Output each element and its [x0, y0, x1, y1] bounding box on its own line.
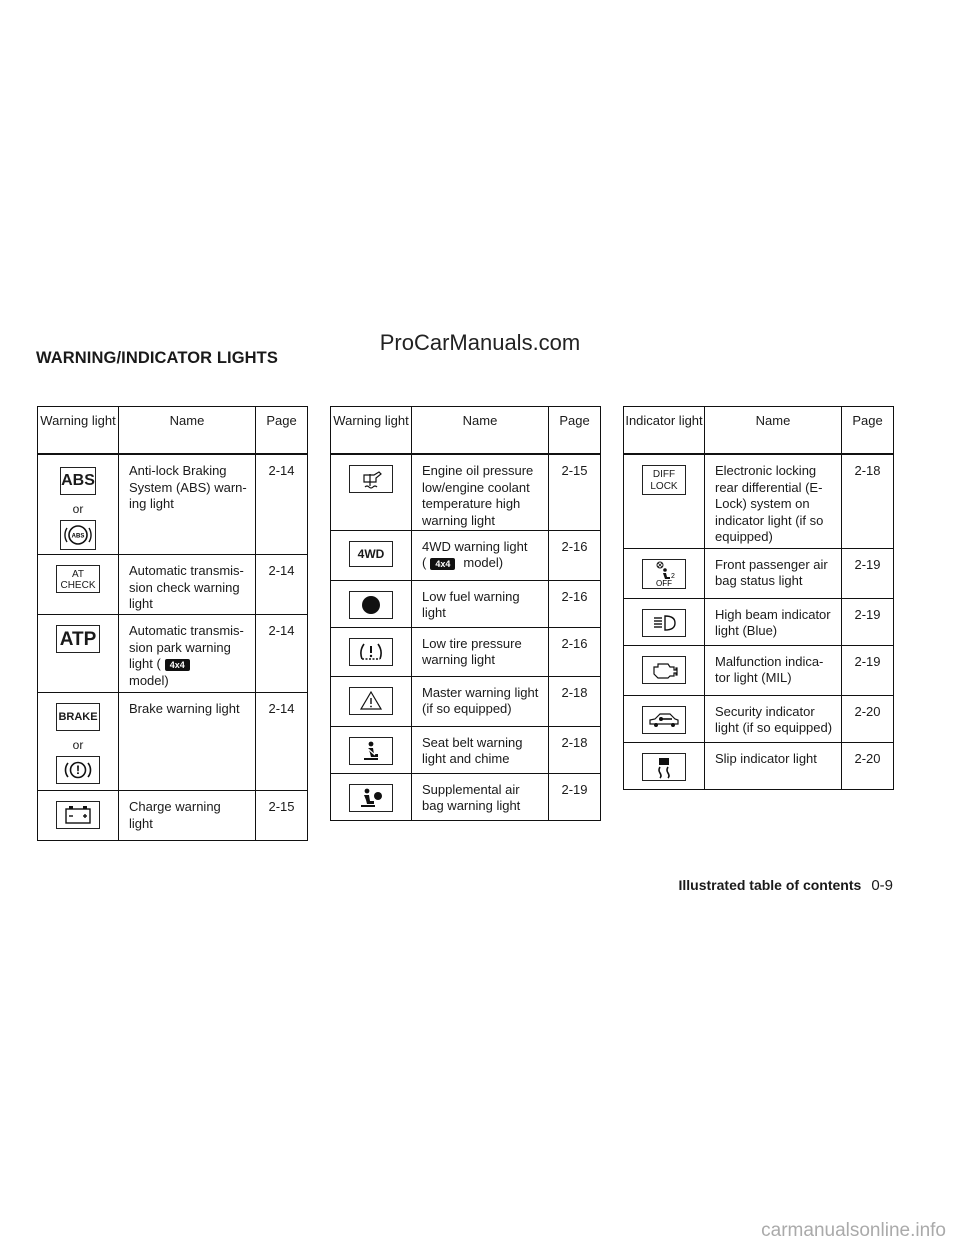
row-page: 2-15: [549, 454, 601, 530]
oil-coolant-icon: [349, 465, 393, 493]
warning-lights-table-2: [330, 406, 601, 821]
row-page: 2-19: [842, 598, 894, 645]
row-name: Low fuel warning light: [422, 588, 520, 620]
row-page: 2-18: [549, 676, 601, 726]
warning-lights-table-1: [37, 406, 308, 841]
row-name: Seat belt warning light and chime: [422, 734, 523, 766]
row-name: Charge warning light: [129, 799, 221, 831]
table-row: [331, 454, 601, 530]
row-name: Automatic transmis- sion check warning light: [129, 563, 244, 611]
row-page: 2-15: [256, 791, 308, 841]
at-check-icon: AT CHECK: [56, 565, 100, 593]
table-row: [38, 555, 308, 615]
row-page: 2-16: [549, 580, 601, 627]
table-row: [331, 773, 601, 820]
row-name: Anti-lock Braking System (ABS) warn- ing light: [129, 463, 247, 511]
brake-text-icon: BRAKE: [56, 703, 100, 731]
row-name: Electronic locking rear differential (E- Lock) system on indicator light (if so equipped): [715, 463, 824, 544]
header-page: Page: [256, 407, 308, 455]
diff-lock-icon: DIFF LOCK: [642, 465, 686, 495]
row-page: 2-19: [842, 645, 894, 695]
header-page: Page: [842, 407, 894, 455]
security-car-icon: [642, 706, 686, 734]
row-name: Low tire pressure warning light: [422, 635, 522, 667]
row-page: 2-14: [256, 454, 308, 555]
row-name: Supplemental air bag warning light: [422, 781, 521, 813]
table-row: [624, 742, 894, 789]
row-page: 2-19: [549, 773, 601, 820]
row-page: 2-14: [256, 615, 308, 693]
table-row: [624, 695, 894, 742]
seat-belt-icon: [349, 737, 393, 765]
header-warning-light: Warning light: [331, 407, 412, 455]
passenger-airbag-off-icon: [642, 559, 686, 589]
table-row: [38, 791, 308, 841]
airbag-icon: [349, 784, 393, 812]
4wd-icon: 4WD: [349, 541, 393, 567]
battery-icon: [56, 801, 100, 829]
row-page: 2-16: [549, 627, 601, 676]
or-label: or: [72, 738, 84, 752]
header-name: Name: [705, 407, 842, 455]
row-name: Master warning light (if so equipped): [422, 684, 539, 716]
row-page: 2-20: [842, 695, 894, 742]
watermark-carmanualsonline: carmanualsonline.info: [761, 1220, 946, 1241]
row-name: High beam indicator light (Blue): [715, 606, 831, 638]
abs-icon: ABS: [60, 467, 96, 495]
table-row: [38, 615, 308, 693]
slip-icon: [642, 753, 686, 781]
table-row: [624, 454, 894, 548]
row-page: 2-14: [256, 693, 308, 791]
row-name: Front passenger air bag status light: [715, 556, 828, 588]
row-name: Slip indicator light: [715, 750, 817, 766]
atp-icon: ATP: [56, 625, 100, 653]
table-row: [624, 598, 894, 645]
engine-mil-icon: [642, 656, 686, 684]
or-label: or: [72, 502, 84, 516]
4x4-badge-icon: 4x4: [430, 558, 455, 570]
table-row: [331, 726, 601, 773]
abs-circle-icon: [60, 520, 96, 550]
table-row: [331, 580, 601, 627]
table-row: [331, 530, 601, 580]
4x4-badge-icon: 4x4: [165, 659, 190, 671]
row-name: Automatic transmis- sion park warning light ( 4x4 model): [129, 623, 244, 688]
header-name: Name: [412, 407, 549, 455]
row-name: Engine oil pressure low/engine coolant temperature high warning light: [422, 463, 534, 528]
row-page: 2-19: [842, 548, 894, 598]
row-page: 2-18: [549, 726, 601, 773]
tire-pressure-icon: [349, 638, 393, 666]
row-page: 2-18: [842, 454, 894, 548]
svg-text:!: !: [76, 762, 80, 777]
table-row: [331, 676, 601, 726]
table-row: [331, 627, 601, 676]
indicator-lights-table: [623, 406, 894, 790]
high-beam-icon: [642, 609, 686, 637]
page-footer: [679, 877, 894, 894]
row-name: Brake warning light: [129, 701, 240, 716]
row-page: 2-14: [256, 555, 308, 615]
svg-text:OFF: OFF: [656, 578, 672, 588]
row-name: 4WD warning light ( 4x4 model): [422, 538, 528, 570]
svg-text:ABS: ABS: [71, 533, 85, 539]
row-page: 2-20: [842, 742, 894, 789]
row-name: Malfunction indica- tor light (MIL): [715, 653, 824, 685]
brake-circle-icon: [56, 756, 100, 784]
table-row: [624, 548, 894, 598]
svg-text:2: 2: [671, 572, 675, 580]
row-page: 2-16: [549, 530, 601, 580]
section-title: WARNING/INDICATOR LIGHTS: [36, 349, 278, 367]
row-name: Security indicator light (if so equipped): [715, 703, 833, 735]
header-page: Page: [549, 407, 601, 455]
table-row: [624, 645, 894, 695]
low-fuel-icon: [349, 591, 393, 619]
footer-page-number: 0-9: [871, 877, 893, 894]
watermark-procarmanuals: ProCarManuals.com: [379, 330, 581, 355]
header-warning-light: Warning light: [38, 407, 119, 455]
table-row: [38, 693, 308, 791]
table-row: [38, 454, 308, 555]
master-warning-icon: [349, 687, 393, 715]
header-name: Name: [119, 407, 256, 455]
footer-title: Illustrated table of contents: [678, 877, 862, 893]
header-indicator-light: Indicator light: [624, 407, 705, 455]
